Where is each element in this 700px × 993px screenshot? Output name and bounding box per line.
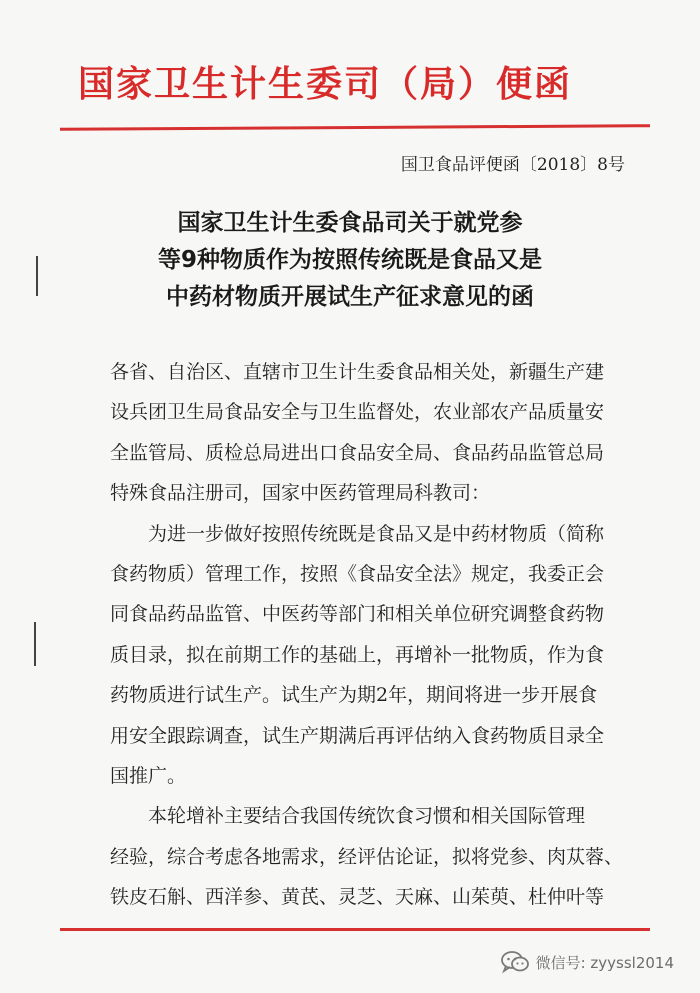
- wechat-watermark: [500, 950, 674, 974]
- paragraph-line: 药物质进行试生产。试生产为期2年，期间将进一步开展食: [110, 684, 598, 707]
- paragraph-line: 铁皮石斛、西洋参、黄芪、灵芝、天麻、山茱萸、杜仲叶等: [110, 886, 605, 909]
- addressee-line: 特殊食品注册司，国家中医药管理局科教司：: [110, 482, 491, 505]
- document-number: 国卫食品评便函〔2018〕8号: [400, 155, 625, 175]
- paragraph-line: 用安全跟踪调查，试生产期满后再评估纳入食药物质目录全: [110, 724, 605, 747]
- addressee-line: 全监管局、质检总局进出口食品安全局、食品药品监管总局: [110, 441, 605, 464]
- paragraph-line: 本轮增补主要结合我国传统饮食习惯和相关国际管理: [148, 805, 586, 828]
- paragraph-line: 经验，综合考虑各地需求，经评估论证，拟将党参、肉苁蓉、: [110, 845, 624, 868]
- document-title-line: 等9种物质作为按照传统既是食品又是: [157, 247, 542, 273]
- addressee-line: 各省、自治区、直辖市卫生计生委食品相关处，新疆生产建: [110, 361, 605, 383]
- document-body: [110, 352, 630, 918]
- document-title-line: 中药材物质开展试生产征求意见的函: [166, 284, 534, 310]
- footer-red-rule: [60, 928, 650, 931]
- wechat-id-text: 微信号: zyyssl2014: [535, 953, 674, 972]
- letterhead-red-rule: [60, 124, 650, 131]
- paragraph-line: 食药物质）管理工作，按照《食品安全法》规定，我委正会: [110, 563, 605, 586]
- document-title-line: 国家卫生计生委食品司关于就党参: [177, 210, 523, 236]
- document-title: [100, 205, 600, 316]
- wechat-icon: [500, 950, 530, 974]
- paragraph-line: 质目录，拟在前期工作的基础上，再增补一批物质，作为食: [110, 643, 605, 666]
- paragraph-line: 为进一步做好按照传统既是食品又是中药材物质（简称: [148, 522, 605, 545]
- addressee-line: 设兵团卫生局食品安全与卫生监督处，农业部农产品质量安: [110, 401, 605, 424]
- binding-margin-mark: [34, 622, 36, 666]
- letterhead-title: 国家卫生计生委司（局）便函: [78, 63, 573, 105]
- binding-margin-mark: [36, 256, 38, 296]
- paragraph-line: 同食品药品监管、中医药等部门和相关单位研究调整食药物: [110, 603, 605, 626]
- paragraph-line: 国推广。: [110, 765, 187, 788]
